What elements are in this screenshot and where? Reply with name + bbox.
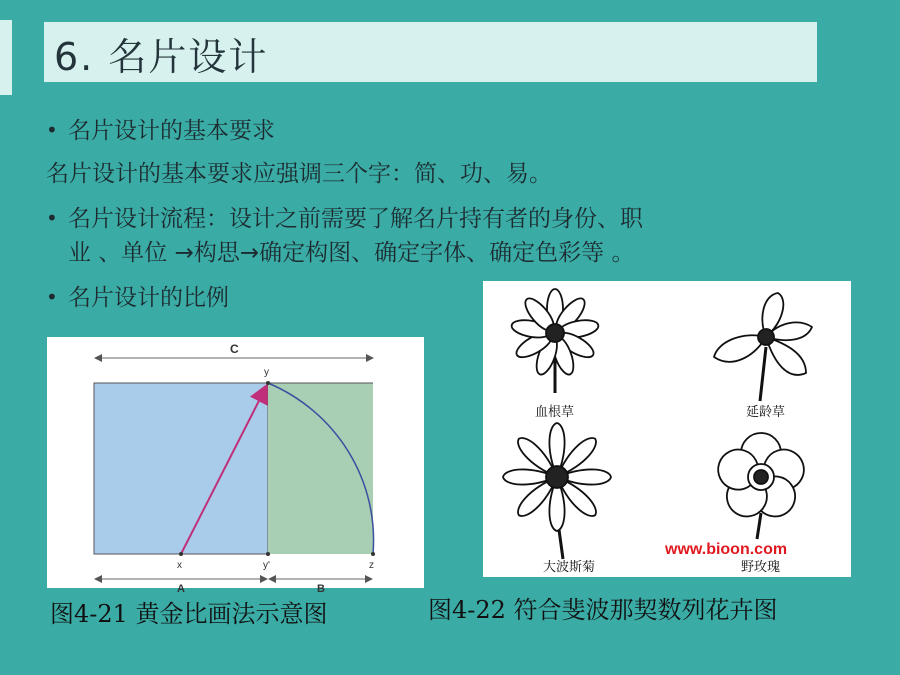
flowers-illustration [483, 281, 851, 577]
label-bloodroot: 血根草 [535, 404, 575, 419]
figure2-caption: 图4-22 符合斐波那契数列花卉图 [428, 596, 778, 624]
slide-title: 6. 名片设计 [54, 35, 269, 79]
bullet-dot: • [46, 118, 58, 142]
title-banner [44, 22, 817, 82]
point-z [371, 552, 375, 556]
fibonacci-flowers-figure [483, 281, 851, 577]
blue-square [94, 383, 268, 554]
cosmos-flower-icon [503, 423, 611, 559]
label-b: B [317, 583, 325, 595]
golden-ratio-diagram [47, 337, 424, 595]
label-cosmos: 大波斯菊 [543, 559, 596, 574]
label-wild-rose: 野玫瑰 [741, 559, 781, 574]
bullet-basic-requirements: 名片设计的基本要求 [68, 118, 275, 144]
left-accent-bar [0, 20, 12, 95]
point-x [179, 552, 183, 556]
label-y-prime: y' [263, 560, 270, 571]
golden-ratio-figure [47, 337, 424, 595]
bullet-proportion: 名片设计的比例 [68, 285, 229, 311]
bullet-dot: • [46, 206, 58, 230]
body-basic-requirements: 名片设计的基本要求应强调三个字：简、功、易。 [46, 161, 552, 187]
label-a: A [177, 583, 185, 595]
bloodroot-flower-icon [510, 289, 599, 393]
label-c: C [230, 342, 239, 356]
trillium-flower-icon [714, 293, 812, 401]
label-y: y [264, 367, 269, 378]
wild-rose-flower-icon [713, 433, 809, 539]
bullet-dot: • [46, 285, 58, 309]
point-y [266, 381, 270, 385]
label-z: z [369, 560, 374, 571]
bioon-url: www.bioon.com [665, 541, 788, 558]
point-y-prime [266, 552, 270, 556]
label-x: x [177, 560, 182, 571]
bullet-process-line2: 业 、单位 →构思→确定构图、确定字体、确定色彩等 。 [68, 240, 635, 266]
bullet-process-line1: 名片设计流程：设计之前需要了解名片持有者的身份、职 [68, 206, 643, 232]
label-trillium: 延龄草 [746, 404, 786, 419]
figure1-caption: 图4-21 黄金比画法示意图 [50, 600, 328, 628]
